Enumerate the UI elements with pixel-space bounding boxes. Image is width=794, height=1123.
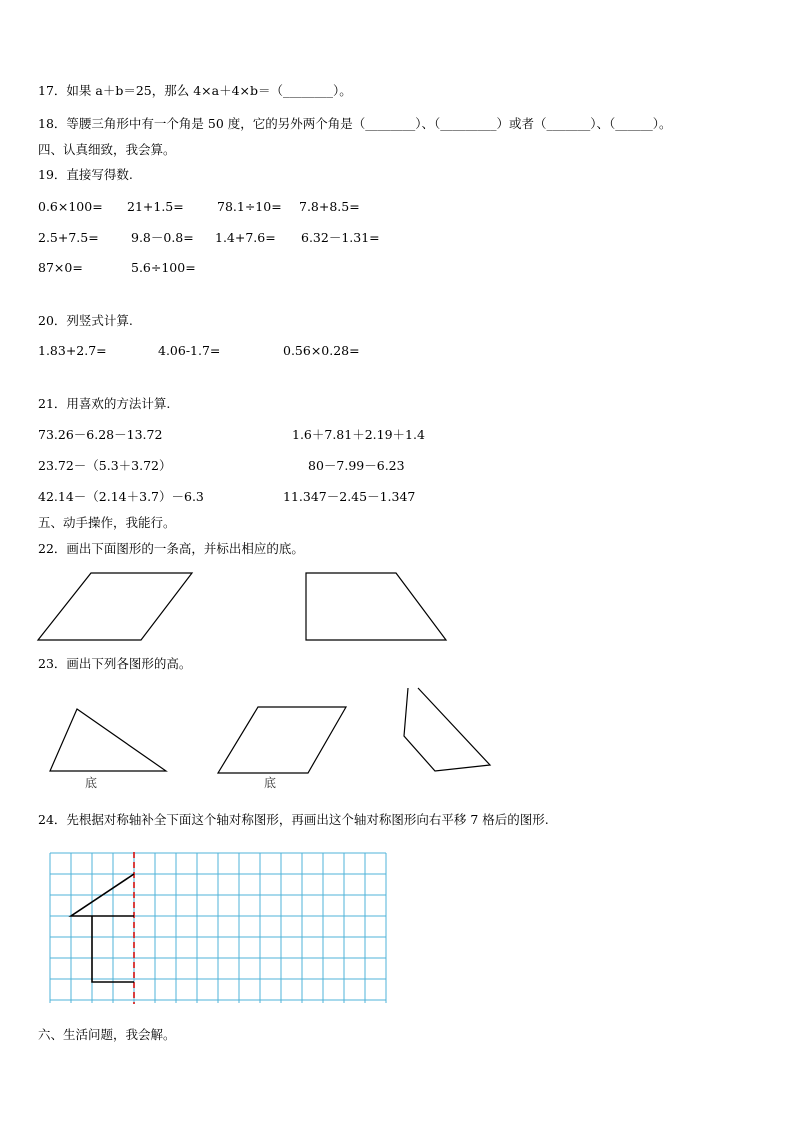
vertical-calc-item: 1.83+2.7= bbox=[38, 343, 107, 358]
base-label: 底 bbox=[264, 776, 277, 790]
calc-item: 11.347－2.45－1.347 bbox=[283, 489, 416, 504]
question-23-title: 23．画出下列各图形的高。 bbox=[38, 656, 192, 671]
question-24-title: 24．先根据对称轴补全下面这个轴对称图形，再画出这个轴对称图形向右平移 7 格后的图形. bbox=[38, 812, 549, 827]
question-19-title: 19．直接写得数. bbox=[38, 167, 133, 182]
calc-item: 6.32－1.31= bbox=[301, 230, 380, 245]
vertical-calc-item: 0.56×0.28= bbox=[283, 343, 360, 358]
calc-item: 1.6＋7.81＋2.19＋1.4 bbox=[292, 427, 425, 442]
section-6-title: 六、生活问题，我会解。 bbox=[38, 1027, 176, 1042]
grid-paper bbox=[50, 853, 386, 1003]
vertical-calc-item: 4.06-1.7= bbox=[158, 343, 221, 358]
calc-item: 9.8－0.8= bbox=[131, 230, 194, 245]
calc-item: 0.6×100= bbox=[38, 199, 103, 214]
question-22-title: 22．画出下面图形的一条高，并标出相应的底。 bbox=[38, 541, 304, 556]
question-18: 18．等腰三角形中有一个角是 50 度，它的另外两个角是（________）、（_________）或者（_______）、（______）。 bbox=[38, 116, 672, 131]
calc-item: 87×0= bbox=[38, 260, 83, 275]
calc-item: 21+1.5= bbox=[127, 199, 184, 214]
calc-item: 1.4+7.6= bbox=[215, 230, 276, 245]
section-5-title: 五、动手操作，我能行。 bbox=[38, 515, 176, 530]
calc-item: 80－7.99－6.23 bbox=[308, 458, 405, 473]
calc-item: 23.72－（5.3＋3.72） bbox=[38, 458, 172, 473]
question-20-title: 20．列竖式计算. bbox=[38, 313, 133, 328]
calc-item: 5.6÷100= bbox=[131, 260, 196, 275]
calc-item: 42.14－（2.14＋3.7）－6.3 bbox=[38, 489, 204, 504]
calc-item: 2.5+7.5= bbox=[38, 230, 99, 245]
calc-item: 73.26－6.28－13.72 bbox=[38, 427, 163, 442]
question-17: 17．如果 a＋b＝25，那么 4×a＋4×b＝（________）。 bbox=[38, 83, 352, 98]
calc-item: 78.1÷10= bbox=[217, 199, 282, 214]
question-21-title: 21．用喜欢的方法计算. bbox=[38, 396, 171, 411]
calc-item: 7.8+8.5= bbox=[299, 199, 360, 214]
section-4-title: 四、认真细致，我会算。 bbox=[38, 142, 176, 157]
base-label: 底 bbox=[85, 776, 98, 790]
